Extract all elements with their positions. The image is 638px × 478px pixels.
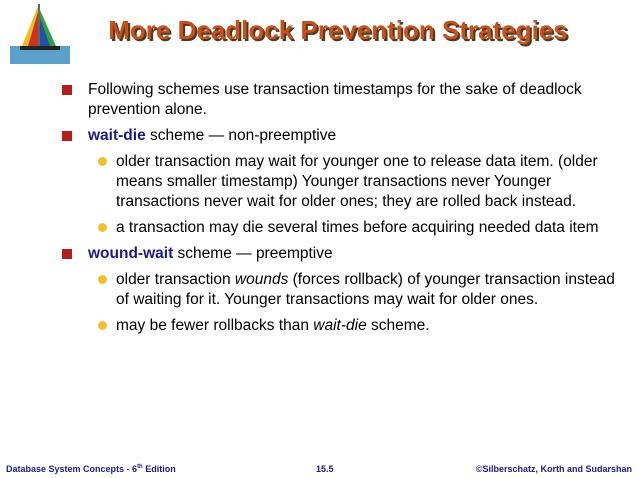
bullet-text: a transaction may die several times before acquiring needed data item xyxy=(116,219,599,236)
slide-content xyxy=(62,80,622,342)
footer-book-title xyxy=(6,464,176,474)
sailboat-logo-icon xyxy=(8,2,72,66)
bullet-text-emphasis: wait-die xyxy=(313,317,367,334)
bullet-text: Following schemes use transaction timestamps for the sake of deadlock prevention alone. xyxy=(88,81,582,118)
bullet-text-pre: older transaction xyxy=(116,271,235,288)
bullet-wound-wait xyxy=(62,244,622,264)
sub-bullet-wait-die-2 xyxy=(62,218,622,238)
bullet-text: scheme — preemptive xyxy=(173,245,333,262)
bullet-text-post: (forces rollback) of younger transaction instead of waiting for it. Younger transactions may wait for older ones. xyxy=(116,271,615,308)
round-bullet-icon xyxy=(98,157,107,166)
round-bullet-icon xyxy=(98,223,107,232)
square-bullet-icon xyxy=(62,85,72,95)
square-bullet-icon xyxy=(62,131,72,141)
square-bullet-icon xyxy=(62,249,72,259)
keyword-wound-wait: wound-wait xyxy=(88,245,174,262)
keyword-wait-die: wait-die xyxy=(88,127,146,144)
footer-book-title-pre: Database System Concepts - 6 xyxy=(6,464,138,474)
footer-book-title-post: Edition xyxy=(142,464,176,474)
footer xyxy=(0,461,638,477)
footer-slide-number: 15.5 xyxy=(316,464,334,474)
bullet-timestamps xyxy=(62,80,622,120)
sub-bullet-wound-wait-1 xyxy=(62,270,622,310)
sub-bullet-wait-die-1 xyxy=(62,152,622,212)
footer-edition-sup: th xyxy=(137,464,143,470)
page-title: More Deadlock Prevention Strategies xyxy=(108,15,568,45)
bullet-text-post: scheme. xyxy=(366,317,430,334)
bullet-text: older transaction may wait for younger one to release data item. (older means smaller timestamp) Younger transactions never Younger transactions never wait for older ones; they are rolled back instead. xyxy=(116,153,598,210)
round-bullet-icon xyxy=(98,321,107,330)
round-bullet-icon xyxy=(98,275,107,284)
sub-bullet-wound-wait-2 xyxy=(62,316,622,336)
bullet-text-pre: may be fewer rollbacks than xyxy=(116,317,314,334)
bullet-wait-die xyxy=(62,126,622,146)
bullet-text-emphasis: wounds xyxy=(234,271,289,288)
footer-copyright: ©Silberschatz, Korth and Sudarshan xyxy=(475,464,632,474)
bullet-text: scheme — non-preemptive xyxy=(145,127,337,144)
